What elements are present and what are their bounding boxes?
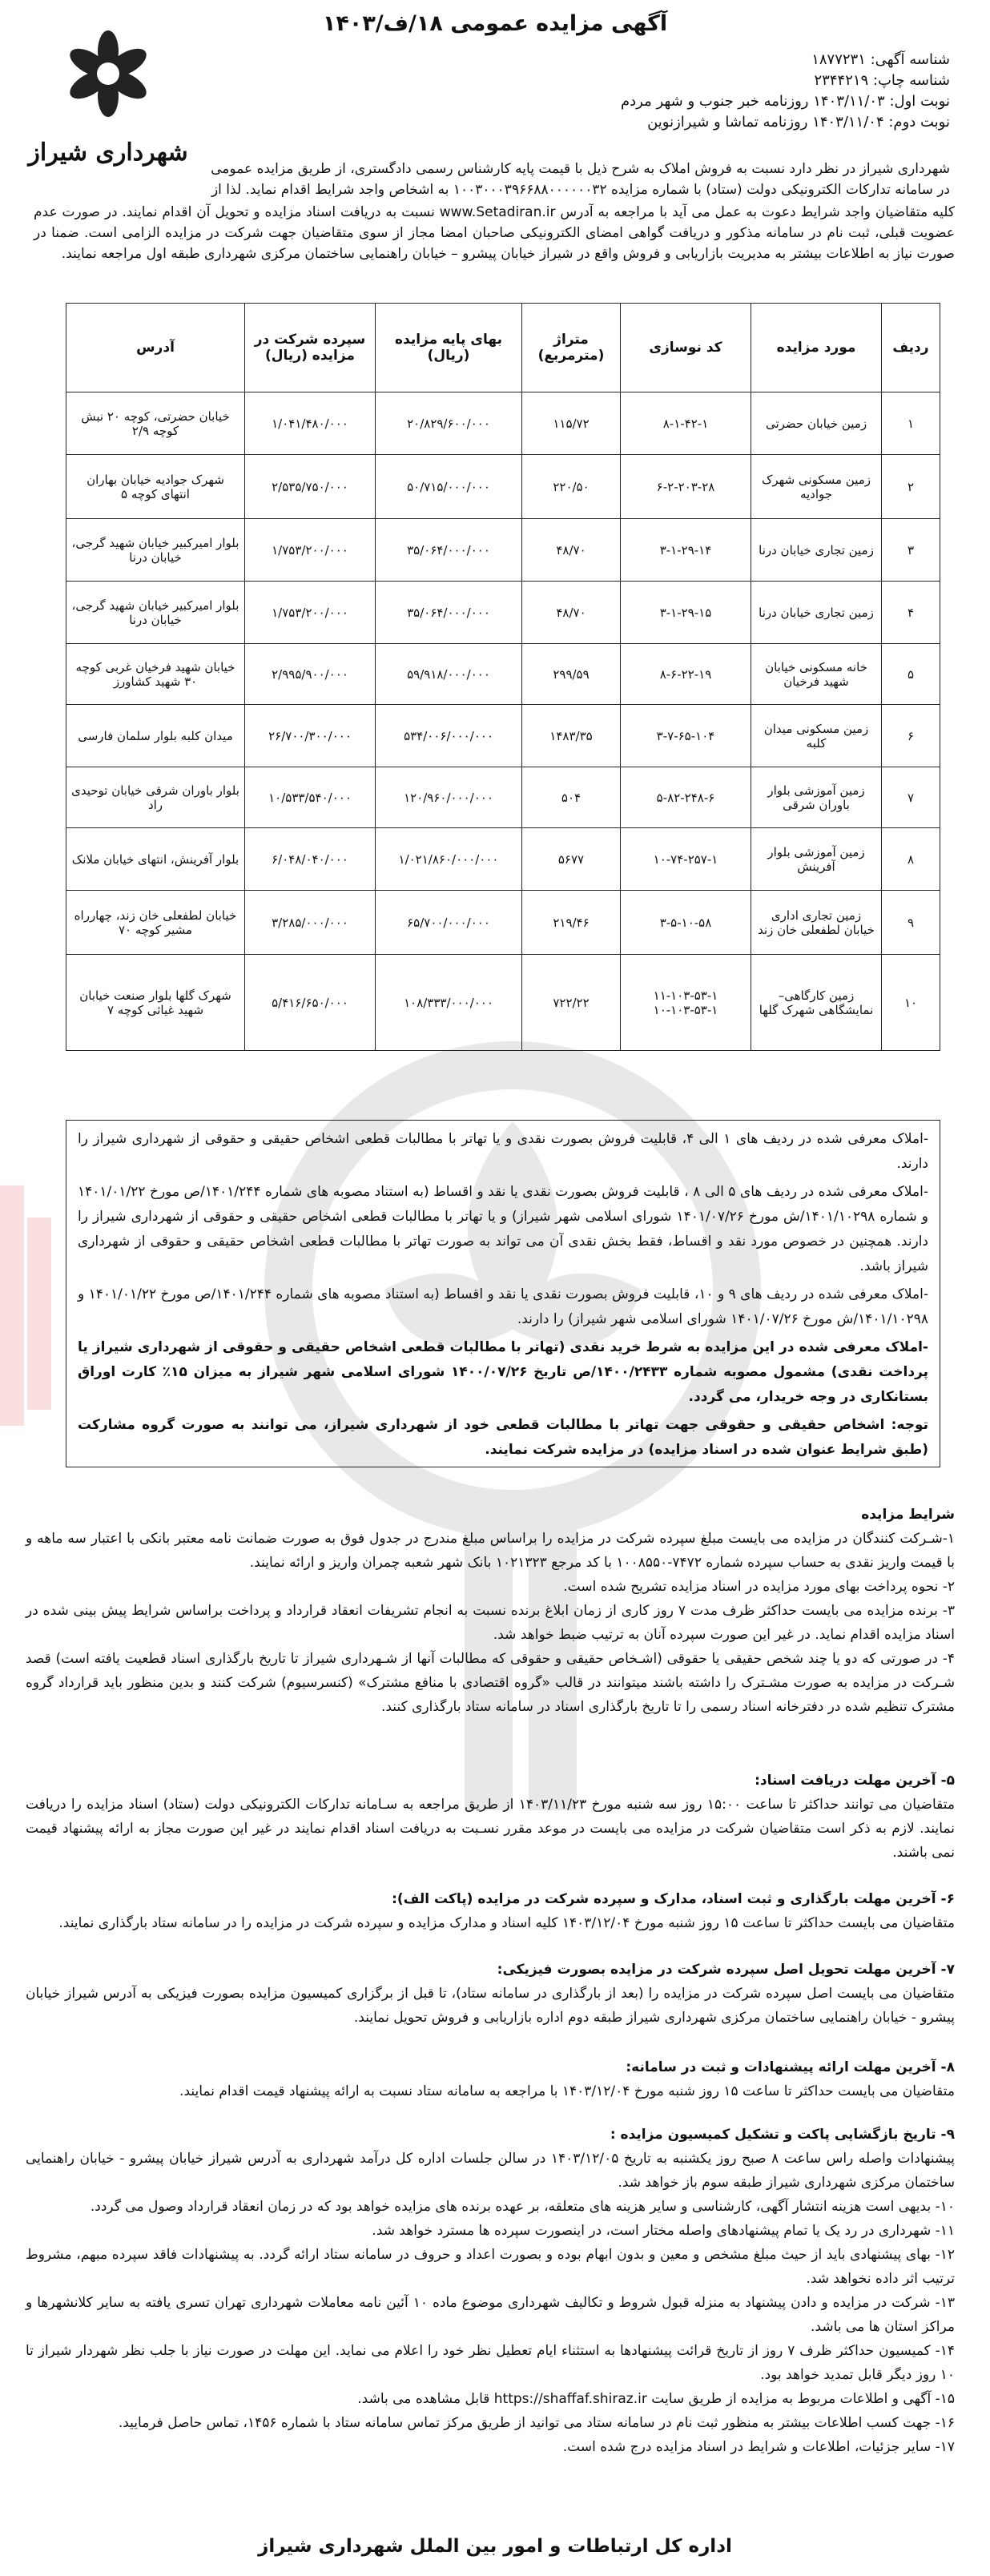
- cell-code: ۳-۷-۶۵-۱۰۴: [621, 705, 751, 767]
- table-row: [66, 582, 940, 644]
- section-8-title: ۸- آخرین مهلت ارائه پیشنهادات و ثبت در سامانه:: [626, 2059, 955, 2075]
- cell-code: ۸-۱-۴۲-۱: [621, 392, 751, 455]
- cell-price: ۳۵/۰۶۴/۰۰۰/۰۰۰: [376, 582, 522, 644]
- cell-address: خیابان حضرتی، کوچه ۲۰ نبش کوچه ۲/۹: [66, 392, 245, 455]
- table-row: [66, 705, 940, 767]
- cell-area: ۷۲۲/۲۲: [522, 955, 621, 1051]
- cell-address: خیابان لطفعلی خان زند، چهارراه مشیر کوچه ۷۰: [66, 891, 245, 955]
- cell-subject: زمین کارگاهی– نمایشگاهی شهرک گلها: [751, 955, 882, 1051]
- cell-address: بلوار امیرکبیر خیابان شهید گرجی، خیابان درنا: [66, 519, 245, 582]
- intro-text: کلیه متقاضیان واجد شرایط دعوت به عمل می آید با مراجعه به آدرس www.Setadiran.ir نسبت به دریافت اسناد مزایده و تحویل آن اقدام نمایند. در صورت عدم عضویت قبلی، ثبت نام در سامانه مذکور و دریافت گواهی امضای الکترونیکی صاحبان امضا مجاز از سوی متقاضیان جهت شرکت در مزایده الزامی است. ضمنا در صورت نیاز به اطلاعات بیشتر به مدیریت بازاریابی و فروش واقع در شیراز خیابان پیشرو – خیابان راهنمایی ساختمان مرکزی شهرداری طبقه اول مراجعه نمایند.: [34, 204, 955, 262]
- cell-deposit: ۳/۲۸۵/۰۰۰/۰۰۰: [245, 891, 376, 955]
- cell-address: بلوار آفرینش، انتهای خیابان ملانک: [66, 828, 245, 891]
- cell-area: ۵۰۴: [522, 767, 621, 828]
- section-7: [26, 1958, 955, 2030]
- condition-3: ۳- برنده مزایده می بایست حداکثر ظرف مدت ۷ روز کاری از زمان ابلاغ برنده نسبت به انجام تشریفات انعقاد قرارداد و پرداخت براساس شرایط پیش بینی شده در اسناد مزایده اقدام نماید. در غیر این صورت سپرده آنان به ترتیب ضبط خواهد شد.: [26, 1603, 955, 1643]
- cell-n: ۵: [882, 644, 940, 705]
- col-subject: مورد مزایده: [751, 304, 882, 392]
- cell-deposit: ۱/۷۵۳/۲۰۰/۰۰۰: [245, 582, 376, 644]
- svg-text:شهرداری شیراز: شهرداری شیراز: [28, 139, 188, 167]
- cell-code: ۶-۲-۲۰۳-۲۸: [621, 455, 751, 519]
- intro-line-2: در سامانه تدارکات الکترونیکی دولت (ستاد) با شماره مزایده ۱۰۰۳۰۰۰۳۹۶۶۸۸۰۰۰۰۰۰۳۲ به اشخاص واجد شرایط اقدام نماید. لذا از: [211, 182, 950, 198]
- table-row: [66, 392, 940, 455]
- note-attention: توجه: اشخاص حقیقی و حقوقی جهت تهاتر با مطالبات قطعی خود از شهرداری شیراز، می توانند به صورت گروه مشارکت (طبق شرایط عنوان شده در اسناد مزایده) در مزایده شرکت نمایند.: [78, 1417, 928, 1458]
- cell-n: ۶: [882, 705, 940, 767]
- conditions-title: شرایط مزایده: [861, 1507, 955, 1523]
- cell-subject: زمین تجاری خیابان درنا: [751, 582, 882, 644]
- cell-deposit: ۱/۷۵۳/۲۰۰/۰۰۰: [245, 519, 376, 582]
- section-5: [26, 1769, 955, 1865]
- section-8: [26, 2055, 955, 2103]
- note-3: -املاک معرفی شده در ردیف های ۹ و ۱۰، قابلیت فروش بصورت نقدی یا نقد و اقساط (به استناد مصوبه های شماره ۱۴۰۱/۲۴۴/ص مورخ ۱۴۰۱/۰۱/۲۲ و ۱۴۰۱/۱۰۲۹۸/ش مورخ ۱۴۰۱/۰۷/۲۶ شورای اسلامی شهر شیراز) را دارند.: [78, 1286, 928, 1327]
- red-stamp-mark-icon: [0, 1185, 51, 1474]
- cell-n: ۱: [882, 392, 940, 455]
- intro-line-1: شهرداری شیراز در نظر دارد نسبت به فروش املاک به شرح ذیل با قیمت پایه کارشناس رسمی دادگستری، از طریق مزایده عمومی: [211, 161, 950, 177]
- cell-price: ۵۹/۹۱۸/۰۰۰/۰۰۰: [376, 644, 522, 705]
- cell-price: ۶۵/۷۰۰/۰۰۰/۰۰۰: [376, 891, 522, 955]
- notes-box: [66, 1120, 940, 1467]
- section-5-text: متقاضیان می توانند حداکثر تا ساعت ۱۵:۰۰ روز سه شنبه مورخ ۱۴۰۳/۱۱/۲۳ از طریق مراجعه به سـامانه تدارکات الکترونیکی دولت (ستاد) اسناد مزایده را دریافت نمایند. لازم به ذکر است متقاضیان شرکت در مزایده می بایست در موعد مقرر نسـبت به دریافت اسناد اقدام نمایند در غیر این صورت مجاز به ارائه پیشنهاد قیمت نمی باشند.: [26, 1797, 955, 1861]
- col-code: کد نوسازی: [621, 304, 751, 392]
- col-address: آدرس: [66, 304, 245, 392]
- cell-area: ۵۶۷۷: [522, 828, 621, 891]
- table-row: [66, 767, 940, 828]
- first-publication: نوبت اول: ۱۴۰۳/۱۱/۰۳ روزنامه خبر جنوب و شهر مردم: [621, 93, 950, 110]
- cell-subject: زمین تجاری خیابان درنا: [751, 519, 882, 582]
- cell-code: ۳-۵-۱۰-۵۸: [621, 891, 751, 955]
- section-9-item-0: پیشنهادات واصله راس ساعت ۸ صبح روز یکشنبه به تاریخ ۱۴۰۳/۱۲/۰۵ در سالن جلسات اداره کل درآمد شهرداری به آدرس شیراز خیابان پیشرو - خیابان راهنمایی ساختمان مرکزی شهرداری شیراز طبقه سوم باز خواهد شد.: [26, 2151, 956, 2191]
- cell-subject: زمین مسکونی میدان کلبه: [751, 705, 882, 767]
- cell-deposit: ۲۶/۷۰۰/۳۰۰/۰۰۰: [245, 705, 376, 767]
- cell-deposit: ۲/۵۳۵/۷۵۰/۰۰۰: [245, 455, 376, 519]
- section-9: [26, 2123, 955, 2459]
- condition-1: ۱-شـرکت کنندگان در مزایده می بایست مبلغ سپرده شرکت در مزایده را براساس مبلغ مندرج در جدول فوق به صورت ضمانت نامه معتبر بانکی با اعتبار سه ماهه و با قیمت واریز نقدی به حساب سپرده شماره ۷۴۷۲-۱۰۰۸۵۵۰ با کد مرجع ۱۰۲۱۳۲۳ بانک شهر شعبه چمران واریز و ارائه نمایند.: [26, 1531, 955, 1571]
- cell-address: خیابان شهید فرخیان غربی کوچه ۳۰ شهید کشاورز: [66, 644, 245, 705]
- cell-price: ۱۲۰/۹۶۰/۰۰۰/۰۰۰: [376, 767, 522, 828]
- cell-code: ۱۰-۷۴-۲۵۷-۱: [621, 828, 751, 891]
- cell-subject: زمین مسکونی شهرک جوادیه: [751, 455, 882, 519]
- table-body: [66, 392, 940, 1051]
- section-9-item-10: ۱۰- بدیهی است هزینه انتشار آگهی، کارشناسی و سایر هزینه های متعلقه، بر عهده برنده های مزایده خواهد بود که در زمان انعقاد قرارداد وصول می گردد.: [90, 2199, 955, 2215]
- cell-area: ۴۸/۷۰: [522, 582, 621, 644]
- ad-id: شناسه آگهی: ۱۸۷۷۲۳۱: [811, 51, 950, 68]
- note-1: -املاک معرفی شده در ردیف های ۱ الی ۴، قابلیت فروش بصورت نقدی و یا تهاتر با مطالبات قطعی اشخاص حقیقی و حقوقی از شهرداری شیراز را دارند.: [78, 1131, 928, 1172]
- cell-deposit: ۲/۹۹۵/۹۰۰/۰۰۰: [245, 644, 376, 705]
- section-9-item-11: ۱۱- شهرداری در رد یک یا تمام پیشنهادهای واصله مختار است، در اینصورت سپرده ها مسترد خواهد شد.: [372, 2223, 955, 2239]
- section-6-title: ۶- آخرین مهلت بارگذاری و ثبت اسناد، مدارک و سپرده شرکت در مزایده (پاکت الف):: [392, 1891, 955, 1907]
- cell-area: ۱۴۸۳/۳۵: [522, 705, 621, 767]
- cell-price: ۵۰/۷۱۵/۰۰۰/۰۰۰: [376, 455, 522, 519]
- table-row: [66, 891, 940, 955]
- cell-n: ۴: [882, 582, 940, 644]
- notice-title: آگهی مزایده عمومی ۱۸/ف/۱۴۰۳: [322, 11, 668, 36]
- table-row: [66, 828, 940, 891]
- section-9-item-16: ۱۶- جهت کسب اطلاعات بیشتر به منظور ثبت نام در سامانه ستاد می توانید از طریق مرکز تماس سامانه ستاد با شماره ۱۴۵۶، تماس حاصل فرمایید.: [118, 2415, 955, 2431]
- cell-deposit: ۵/۴۱۶/۶۵۰/۰۰۰: [245, 955, 376, 1051]
- cell-area: ۴۸/۷۰: [522, 519, 621, 582]
- section-9-title: ۹- تاریخ بازگشایی پاکت و تشکیل کمیسیون مزایده :: [610, 2127, 955, 2143]
- section-5-title: ۵- آخرین مهلت دریافت اسناد:: [755, 1773, 955, 1789]
- section-9-item-13: ۱۳- شرکت در مزایده و دادن پیشنهاد به منزله قبول شروط و تکالیف شهرداری موضوع ماده ۱۰ آئین نامه معاملات شهرداری تهران تسری یافته به سایر کلانشهرها و مراکز استان ها می باشد.: [26, 2295, 955, 2335]
- properties-table: [66, 303, 940, 1051]
- second-publication: نوبت دوم: ۱۴۰۳/۱۱/۰۴ روزنامه تماشا و شیرازنوین: [647, 114, 950, 131]
- cell-price: ۱/۰۲۱/۸۶۰/۰۰۰/۰۰۰: [376, 828, 522, 891]
- cell-address: بلوار امیرکبیر خیابان شهید گرجی، خیابان درنا: [66, 582, 245, 644]
- section-6: [26, 1887, 955, 1935]
- condition-4: ۴- در صورتی که دو یا چند شخص حقیقی یا حقوقی (اشـخاص حقیقی و حقوقی که مطالبات آنها از شـهرداری شیراز تا تاریخ بارگذاری اسناد قطعیت یافته است) قصد شـرکت در مزایده به صورت مشـترک را داشته باشند میتوانند در قالب «گروه اقتصادی با منافع مشترک» (کنسرسیوم) شرکت کنند و بدین منظور باید قرارداد گروه مشترک تنظیم شده در دفترخانه اسناد رسمی را تا تاریخ بارگذاری اسناد در سامانه ستاد بارگذاری کنند.: [26, 1651, 955, 1715]
- cell-subject: زمین خیابان حضرتی: [751, 392, 882, 455]
- cell-n: ۲: [882, 455, 940, 519]
- cell-deposit: ۶/۰۴۸/۰۴۰/۰۰۰: [245, 828, 376, 891]
- table-row: [66, 955, 940, 1051]
- cell-deposit: ۱/۰۴۱/۴۸۰/۰۰۰: [245, 392, 376, 455]
- footer-department: اداره کل ارتباطات و امور بین الملل شهرداری شیراز: [258, 2536, 732, 2557]
- cell-area: ۲۹۹/۵۹: [522, 644, 621, 705]
- section-9-item-12: ۱۲- بهای پیشنهادی باید از حیث مبلغ مشخص و معین و بدون ابهام بوده و بصورت اعداد و حروف در سامانه ستاد ارائه گردد. به پیشنهادات فاقد سپرده مبهم، مشروط ترتیب اثر داده نخواهد شد.: [26, 2247, 955, 2287]
- col-row: ردیف: [882, 304, 940, 392]
- cell-area: ۱۱۵/۷۲: [522, 392, 621, 455]
- section-9-item-15: ۱۵- آگهی و اطلاعات مربوط به مزایده از طریق سایت https://shaffaf.shiraz.ir قابل مشاهده می باشد.: [357, 2391, 955, 2407]
- print-id: شناسه چاپ: ۲۳۴۴۲۱۹: [814, 72, 950, 89]
- cell-area: ۲۲۰/۵۰: [522, 455, 621, 519]
- table-row: [66, 644, 940, 705]
- cell-address: شهرک جوادیه خیابان بهاران انتهای کوچه ۵: [66, 455, 245, 519]
- conditions-section: [26, 1503, 955, 1719]
- cell-subject: زمین تجاری اداری خیابان لطفعلی خان زند: [751, 891, 882, 955]
- col-area: متراژ (مترمربع): [522, 304, 621, 392]
- cell-n: ۷: [882, 767, 940, 828]
- note-4: -املاک معرفی شده در این مزایده به شرط خرید نقدی (تهاتر با مطالبات قطعی اشخاص حقیقی و حقوقی از شهرداری شیراز یا پرداخت نقدی) مشمول مصوبه شماره ۱۴۰۰/۲۴۳۳/ص تاریخ ۱۴۰۰/۰۷/۲۶ شورای اسلامی شهر شیراز به میزان ۱۵٪ کارت اوراق بستانکاری در وجه خریدار، می گردد.: [78, 1339, 929, 1405]
- cell-code: ۱۱-۱۰۳-۵۳-۱ ۱۰-۱۰۳-۵۳-۱: [621, 955, 751, 1051]
- cell-code: ۳-۱-۲۹-۱۵: [621, 582, 751, 644]
- section-7-title: ۷- آخرین مهلت تحویل اصل سپرده شرکت در مزایده بصورت فیزیکی:: [497, 1962, 955, 1978]
- section-9-item-14: ۱۴- کمیسیون حداکثر ظرف ۷ روز از تاریخ قرائت پیشنهادها به استثناء ایام تعطیل نظر خود را اعلام می نماید. این مهلت در صورت نیاز با جلب نظر شهردار شیراز تا ۱۰ روز دیگر قابل تمدید خواهد بود.: [26, 2343, 956, 2383]
- section-7-text: متقاضیان می بایست اصل سپرده شرکت در مزایده را (بعد از بارگذاری در سامانه ستاد)، تا قبل از برگزاری کمیسیون مزایده بصورت فیزیکی به آدرس شیراز خیابان پیشرو - خیابان راهنمایی ساختمان مرکزی شهرداری شیراز طبقه دوم اداره بازاریابی و فروش تحویل نمایند.: [26, 1986, 955, 2026]
- cell-price: ۳۵/۰۶۴/۰۰۰/۰۰۰: [376, 519, 522, 582]
- cell-subject: زمین آموزشی بلوار آفرینش: [751, 828, 882, 891]
- note-2: -املاک معرفی شده در ردیف های ۵ الی ۸ ، قابلیت فروش بصورت نقدی یا نقد و اقساط (به استناد مصوبه های شماره ۱۴۰۱/۲۴۴/ص مورخ ۱۴۰۱/۰۱/۲۲ و شماره ۱۴۰۱/۱۰۲۹۸/ش مورخ ۱۴۰۱/۰۷/۲۶ شورای اسلامی شهر شیراز) و یا تهاتر با مطالبات قطعی اشخاص حقیقی و حقوقی از شهرداری شیراز را دارند. همچنین در خصوص مورد نقد و اقساط، فقط بخش نقدی آن می تواند به صورت تهاتر با مطالبات قطعی اشخاص حقیقی و حقوقی از شهرداری شیراز باشد.: [78, 1184, 929, 1274]
- cell-address: بلوار باوران شرقی خیابان توحیدی راد: [66, 767, 245, 828]
- cell-code: ۵-۸۲-۲۴۸-۶: [621, 767, 751, 828]
- cell-deposit: ۱۰/۵۳۳/۵۴۰/۰۰۰: [245, 767, 376, 828]
- cell-subject: خانه مسکونی خیابان شهید فرخیان: [751, 644, 882, 705]
- cell-n: ۸: [882, 828, 940, 891]
- cell-address: میدان کلبه بلوار سلمان فارسی: [66, 705, 245, 767]
- cell-subject: زمین آموزشی بلوار باوران شرقی: [751, 767, 882, 828]
- cell-code: ۸-۶-۲۲-۱۹: [621, 644, 751, 705]
- cell-code: ۳-۱-۲۹-۱۴: [621, 519, 751, 582]
- table-row: [66, 519, 940, 582]
- cell-n: ۱۰: [882, 955, 940, 1051]
- cell-price: ۲۰/۸۲۹/۶۰۰/۰۰۰: [376, 392, 522, 455]
- section-6-text: متقاضیان می بایست حداکثر تا ساعت ۱۵ روز شنبه مورخ ۱۴۰۳/۱۲/۰۴ کلیه اسناد و مدارک مزایده و سپرده شرکت در مزایده را در سامانه ستاد بارگذاری نمایند.: [58, 1915, 955, 1931]
- section-8-text: متقاضیان می بایست حداکثر تا ساعت ۱۵ روز شنبه مورخ ۱۴۰۳/۱۲/۰۴ با مراجعه به سامانه ستاد نسبت به ارائه پیشنهاد قیمت اقدام نمایند.: [179, 2083, 955, 2099]
- table-header-row: [66, 304, 940, 392]
- table-row: [66, 455, 940, 519]
- section-9-item-17: ۱۷- سایر جزئیات، اطلاعات و شرایط در اسناد مزایده درج شده است.: [562, 2439, 955, 2455]
- cell-price: ۵۳۴/۰۰۶/۰۰۰/۰۰۰: [376, 705, 522, 767]
- cell-n: ۳: [882, 519, 940, 582]
- col-base-price: بهای پایه مزایده (ریال): [376, 304, 522, 392]
- cell-n: ۹: [882, 891, 940, 955]
- col-deposit: سپرده شرکت در مزایده (ریال): [245, 304, 376, 392]
- cell-area: ۲۱۹/۴۶: [522, 891, 621, 955]
- cell-price: ۱۰۸/۳۳۳/۰۰۰/۰۰۰: [376, 955, 522, 1051]
- condition-2: ۲- نحوه پرداخت بهای مورد مزایده در اسناد مزایده تشریح شده است.: [563, 1579, 955, 1595]
- cell-address: شهرک گلها بلوار صنعت خیابان شهید غیاثی کوچه ۷: [66, 955, 245, 1051]
